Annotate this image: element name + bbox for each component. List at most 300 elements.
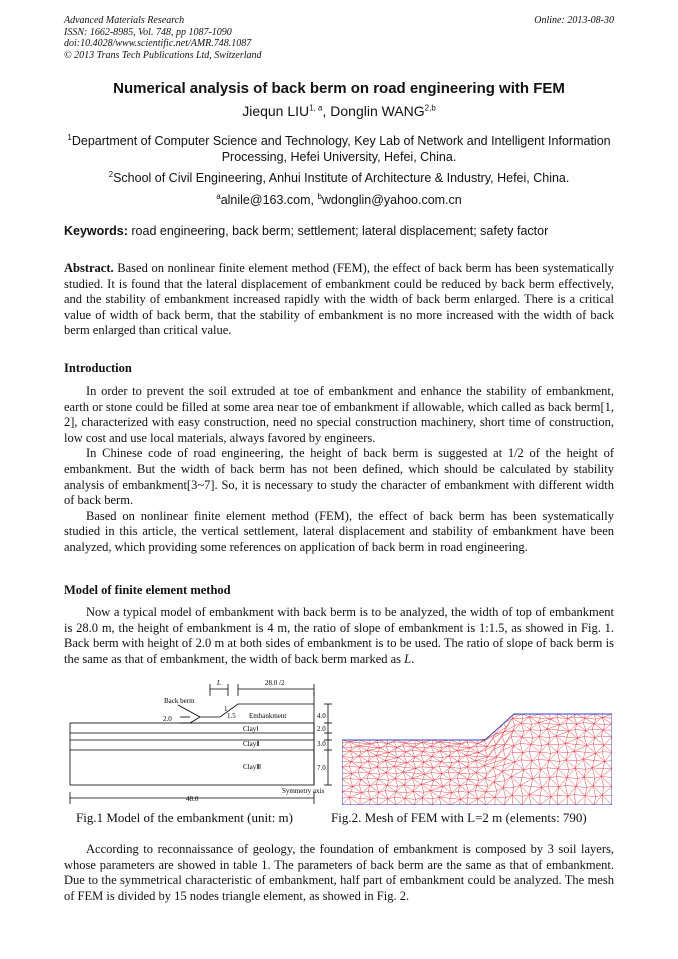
mesh-edge xyxy=(576,738,578,744)
model-p1-var: L xyxy=(404,651,412,666)
fig1-label-backberm: Back berm xyxy=(164,697,195,705)
fig1-h-20: 2.0 xyxy=(317,725,326,733)
mesh-edge xyxy=(367,748,380,750)
mesh-edge xyxy=(487,768,493,774)
mesh-edge xyxy=(592,761,605,767)
mesh-edge xyxy=(605,761,612,768)
mesh-edge xyxy=(376,751,378,755)
mesh-edge xyxy=(439,793,452,797)
mesh-edge xyxy=(396,798,405,805)
mesh-edge xyxy=(485,773,487,778)
mesh-edge xyxy=(530,730,541,731)
mesh-edge xyxy=(403,768,416,772)
mesh-edge xyxy=(558,769,567,778)
mesh-edge xyxy=(512,752,515,762)
mesh-edge xyxy=(520,778,522,786)
mesh-edge xyxy=(585,796,594,805)
mesh-edge xyxy=(493,738,496,745)
fig1-label-embankment: Embankment xyxy=(249,712,287,720)
mesh-edge xyxy=(540,752,551,753)
mesh-edge xyxy=(495,759,506,763)
mesh-edge xyxy=(514,746,523,753)
mesh-edge xyxy=(521,760,532,761)
mesh-edge xyxy=(342,747,350,751)
mesh-edge xyxy=(503,788,506,798)
mesh-edge xyxy=(511,777,520,786)
mesh-edge xyxy=(450,793,452,798)
mesh-edge xyxy=(394,763,407,766)
mesh-edge xyxy=(432,797,439,805)
mesh-edge xyxy=(466,753,479,756)
mesh-edge xyxy=(349,793,362,797)
mesh-edge xyxy=(432,740,433,743)
abstract xyxy=(64,261,614,339)
aff1-line1: Department of Computer Science and Technology, Key Lab of Network and Intelligent Information xyxy=(71,134,611,149)
model-heading: Model of finite element method xyxy=(64,583,231,597)
mesh-edge xyxy=(477,799,478,805)
copyright: © 2013 Trans Tech Publications Ltd, Switzerland xyxy=(64,49,262,61)
mesh-edge xyxy=(548,744,559,745)
mesh-edge xyxy=(585,796,596,797)
mesh-edge xyxy=(602,795,612,796)
mesh-edge xyxy=(512,795,513,805)
mesh-edge xyxy=(539,777,550,778)
model-para-1 xyxy=(64,605,614,667)
mesh-edge xyxy=(403,767,405,772)
mesh-edge xyxy=(529,788,542,795)
fig1-label-L: L xyxy=(217,679,221,687)
mesh-edge xyxy=(531,786,542,787)
abstract-text: Based on nonlinear finite element method (FEM), the effect of back berm has been systematically studied. It is found that the lateral displacement of embankment could be reduced by back berm effectively, and the stability of embankment increased rapidly with the width of back berm enlarged. There is a critical value of width of back berm, that the stability of embankment is no more increased with the width of back berm enlarged than critical value. xyxy=(64,261,614,338)
mesh-edge xyxy=(520,785,531,786)
mesh-edge xyxy=(602,795,612,805)
mesh-edge xyxy=(479,750,485,752)
mesh-edge xyxy=(583,753,596,759)
mesh-edge xyxy=(540,752,549,760)
mesh-edge xyxy=(432,780,434,785)
mesh-edge xyxy=(602,752,612,753)
mesh-edge xyxy=(405,798,416,799)
mesh-edge xyxy=(547,725,560,729)
mesh-edge xyxy=(540,796,551,797)
mesh-edge xyxy=(358,744,371,746)
mesh-edge xyxy=(567,731,569,737)
mesh-edge xyxy=(515,723,521,725)
mesh-edge xyxy=(486,797,495,805)
mesh-edge xyxy=(342,751,350,752)
introduction-body xyxy=(64,384,614,556)
mesh-edge xyxy=(575,768,586,769)
email-b: wdonglin@yahoo.com.cn xyxy=(321,193,462,208)
mesh-edge xyxy=(511,770,524,777)
mesh-edge xyxy=(342,747,352,748)
mesh-edge xyxy=(584,737,595,738)
mesh-edge xyxy=(585,714,594,718)
mesh-edge xyxy=(531,779,533,787)
mesh-edge xyxy=(414,768,416,773)
mesh-edge xyxy=(549,760,560,761)
mesh-edge xyxy=(603,761,605,768)
journal-header xyxy=(64,15,262,61)
mesh-edge xyxy=(367,747,369,750)
mesh-edge xyxy=(394,762,396,766)
mesh-edge xyxy=(604,786,612,787)
mesh-edge xyxy=(476,773,479,781)
mesh-edge xyxy=(505,744,514,745)
keywords xyxy=(64,224,624,238)
mesh-edge xyxy=(512,752,523,753)
fig1-label-clay2: ClayⅡ xyxy=(243,740,260,748)
mesh-edge xyxy=(484,766,487,774)
mesh-edge xyxy=(485,768,493,779)
mesh-edge xyxy=(522,714,523,719)
model-para-2 xyxy=(64,842,614,904)
mesh-edge xyxy=(567,714,568,719)
mesh-edge xyxy=(497,757,506,759)
author-2-sup: 2,b xyxy=(424,103,436,113)
mesh-edge xyxy=(601,776,612,777)
mesh-edge xyxy=(521,760,524,770)
mesh-edge xyxy=(505,737,511,745)
mesh-edge xyxy=(538,718,540,723)
mesh-edge xyxy=(538,719,551,722)
mesh-edge xyxy=(511,769,513,777)
mesh-edge xyxy=(396,758,398,762)
email-a: alnile@163.com, xyxy=(220,193,318,208)
mesh-edge xyxy=(583,759,594,760)
model-p1-end: . xyxy=(411,651,415,666)
fig1-embankment-model xyxy=(60,674,340,806)
mesh-edge xyxy=(433,742,439,744)
fig1-label-1: 1 xyxy=(224,705,228,713)
mesh-edge xyxy=(539,737,548,744)
mesh-edge xyxy=(504,723,506,728)
mesh-edge xyxy=(512,795,522,805)
mesh-edge xyxy=(416,742,422,744)
mesh-edge xyxy=(567,737,578,738)
mesh-edge xyxy=(592,760,594,767)
aff2-text: School of Civil Engineering, Anhui Institute of Architecture & Industry, Hefei, China. xyxy=(113,171,570,186)
fig2-caption: Fig.2. Mesh of FEM with L=2 m (elements: 790) xyxy=(331,810,587,825)
affiliation-2 xyxy=(0,167,678,186)
mesh-edge xyxy=(576,786,587,787)
mesh-edge xyxy=(556,730,558,736)
mesh-edge xyxy=(539,737,550,738)
mesh-edge xyxy=(604,744,612,745)
mesh-edge xyxy=(558,725,560,730)
mesh-edge xyxy=(592,768,603,769)
mesh-edge xyxy=(593,786,604,787)
mesh-edge xyxy=(477,753,479,757)
mesh-edge xyxy=(467,798,468,805)
mesh-edge xyxy=(594,760,605,761)
affiliation-1 xyxy=(54,130,624,165)
mesh-edge xyxy=(602,795,603,805)
mesh-edge xyxy=(556,736,567,737)
authors xyxy=(0,103,678,119)
mesh-edge xyxy=(574,751,585,752)
mesh-edge xyxy=(342,751,350,757)
mesh-edge xyxy=(530,730,539,737)
mesh-edge xyxy=(397,746,403,748)
mesh-edge xyxy=(493,768,496,776)
mesh-edge xyxy=(557,795,568,796)
mesh-edge xyxy=(486,792,495,798)
mesh-edge xyxy=(512,795,523,796)
mesh-edge xyxy=(502,736,505,744)
mesh-edge xyxy=(506,759,515,762)
fig2-fem-mesh xyxy=(342,697,612,805)
mesh-edge xyxy=(602,718,612,724)
mesh-edge xyxy=(342,792,349,797)
mesh-edge xyxy=(511,777,522,778)
mesh-edge xyxy=(547,729,558,730)
mesh-edge xyxy=(497,788,503,791)
mesh-edge xyxy=(503,788,512,795)
mesh-edge xyxy=(522,778,533,779)
mesh-edge xyxy=(385,756,387,760)
author-1: Jiequn LIU xyxy=(242,103,310,119)
mesh-edge xyxy=(520,743,531,744)
mesh-edge xyxy=(584,777,595,778)
mesh-edge xyxy=(371,740,378,744)
mesh-edge xyxy=(558,796,568,805)
mesh-edge xyxy=(557,795,558,805)
fig1-label-clay3: ClayⅢ xyxy=(243,763,262,771)
mesh-edge xyxy=(565,743,576,744)
mesh-edge xyxy=(586,731,595,738)
mesh-edge xyxy=(448,744,461,746)
mesh-edge xyxy=(557,752,568,753)
paper-title: Numerical analysis of back berm on road engineering with FEM xyxy=(113,80,565,97)
mesh-edge xyxy=(538,759,549,760)
mesh-edge xyxy=(493,759,506,768)
mesh-edge xyxy=(602,714,603,718)
fig1-symmetry-axis: Symmetry axis xyxy=(282,787,325,795)
mesh-edge xyxy=(601,776,604,787)
mesh-edge xyxy=(574,744,576,751)
mesh-edge xyxy=(421,780,434,784)
mesh-edge xyxy=(466,751,468,755)
mesh-edge xyxy=(565,785,576,786)
mesh-edge xyxy=(504,718,512,731)
mesh-edge xyxy=(477,785,488,786)
mesh-edge xyxy=(520,779,533,786)
mesh-edge xyxy=(422,798,432,805)
mesh-edge xyxy=(556,731,569,736)
mesh-edge xyxy=(475,761,484,766)
aff1-line2: Processing, Hefei University, Hefei, China. xyxy=(221,150,457,165)
mesh-edge xyxy=(475,757,488,761)
mesh-edge xyxy=(439,792,441,797)
mesh-edge xyxy=(522,737,533,738)
doi: doi:10.4028/www.scientific.net/AMR.748.1087 xyxy=(64,38,252,49)
keywords-label: Keywords: xyxy=(64,224,128,238)
mesh-edge xyxy=(478,741,484,743)
mesh-edge xyxy=(484,762,495,766)
mesh-edge xyxy=(549,719,551,724)
mesh-edge xyxy=(540,788,542,796)
mesh-edge xyxy=(576,796,585,805)
mesh-edge xyxy=(549,760,558,768)
mesh-edge xyxy=(494,749,497,757)
journal-name: Advanced Materials Research xyxy=(64,15,185,26)
mesh-edge xyxy=(569,731,578,738)
mesh-edge xyxy=(378,799,388,805)
mesh-edge xyxy=(585,752,596,753)
mesh-edge xyxy=(477,785,486,791)
mesh-edge xyxy=(522,770,524,778)
mesh-edge xyxy=(493,768,502,772)
aff1-sup: 1 xyxy=(67,133,72,142)
mesh-edge xyxy=(604,745,612,752)
mesh-edge xyxy=(457,748,470,750)
email-a-sup: a xyxy=(216,192,221,201)
mesh-edge xyxy=(486,782,494,791)
fig1-label-20: 2.0 xyxy=(163,715,172,723)
mesh-edge xyxy=(486,791,497,792)
mesh-edge xyxy=(594,753,596,760)
model-p2-text: According to reconnaissance of geology, the foundation of embankment is composed by 3 soil layers, whose parameters are showed in table 1. The parameters of back berm are the same as that of embankment. Due to the symmetrical characteristic of embankment, half part of embankment could be analyzed. The mesh of FEM is divided by 15 nodes triangle element, as showed in Fig. 2. xyxy=(64,842,614,903)
mesh-edge xyxy=(387,740,388,743)
mesh-edge xyxy=(371,742,377,744)
mesh-edge xyxy=(531,744,540,752)
mesh-edge xyxy=(342,797,349,805)
mesh-edge xyxy=(503,746,514,750)
mesh-edge xyxy=(380,746,386,748)
issn: ISSN: 1662-8985, Vol. 748, pp 1087-1090 xyxy=(64,26,232,38)
mesh-edge xyxy=(567,778,576,787)
mesh-edge xyxy=(378,748,380,751)
mesh-edge xyxy=(468,748,470,751)
fig1-label-clay1: ClayⅠ xyxy=(243,725,259,733)
mesh-edge xyxy=(513,731,522,737)
mesh-edge xyxy=(602,714,612,718)
mesh-edge xyxy=(441,786,443,791)
mesh-edge xyxy=(488,749,494,757)
mesh-edge xyxy=(349,792,351,797)
mesh-edge xyxy=(494,781,505,782)
mesh-edge xyxy=(567,778,578,779)
mesh-edge xyxy=(595,738,604,745)
mesh-edge xyxy=(496,736,502,744)
mesh-edge xyxy=(574,795,585,796)
mesh-edge xyxy=(503,750,506,759)
author-2: Donglin WANG xyxy=(330,103,425,119)
fig1-foundation-box xyxy=(70,723,314,785)
mesh-edge xyxy=(547,768,558,769)
mesh-edge xyxy=(412,773,414,778)
mesh-edge xyxy=(601,776,612,786)
mesh-edge xyxy=(529,751,540,752)
mesh-edge xyxy=(484,766,493,768)
mesh-edge xyxy=(511,737,514,746)
mesh-edge xyxy=(422,798,423,805)
model-p1-text: Now a typical model of embankment with back berm is to be analyzed, the width of top of embankment is 28.0 m, the height of embankment is 4 m, the ratio of slope of embankment is 1:1.5, as showed in Fig. 1. Back berm with height of 2.0 m at both sides of embankment is to be used. The ratio of slope of back berm is the same as that of embankment, the width of back berm marked as xyxy=(64,605,614,666)
mesh-edge xyxy=(566,760,577,761)
mesh-edge xyxy=(430,785,432,790)
mesh-edge xyxy=(503,787,514,788)
mesh-edge xyxy=(556,776,567,777)
aff2-sup: 2 xyxy=(108,170,114,179)
fig1-h-70: 7.0 xyxy=(317,764,326,772)
mesh-edge xyxy=(477,740,478,743)
mesh-edge xyxy=(497,750,503,757)
intro-para-2: In Chinese code of road engineering, the height of back berm is suggested at 1/2 of the height of embankment. But the width of back berm has not been defined, which should be calculated by stability analysis of embankment[3~7]. So, it is necessary to study the character of embankment with different width of back berm. xyxy=(64,446,614,508)
fig1-h-30: 3.0 xyxy=(317,740,326,748)
mesh-edge xyxy=(461,742,467,744)
email-b-sup: b xyxy=(317,192,322,201)
mesh-edge xyxy=(547,729,556,736)
mesh-edge xyxy=(530,768,541,769)
mesh-edge xyxy=(578,738,587,745)
mesh-edge xyxy=(602,718,612,719)
mesh-edge xyxy=(430,786,443,790)
fig1-h-40: 4.0 xyxy=(317,712,326,720)
mesh-edge xyxy=(412,774,425,778)
mesh-edge xyxy=(565,737,567,743)
mesh-edge xyxy=(377,798,378,805)
mesh-edge xyxy=(461,740,468,744)
fig1-label-480: 48.0 xyxy=(186,795,199,803)
author-1-sup: 1, a xyxy=(309,103,323,113)
mesh-edge xyxy=(567,796,568,805)
mesh-edge xyxy=(515,762,524,770)
mesh-edge xyxy=(342,767,352,773)
fig2-mesh-elements xyxy=(342,714,612,805)
mesh-edge xyxy=(548,786,559,787)
mesh-edge xyxy=(512,746,514,753)
mesh-edge xyxy=(405,798,414,805)
mesh-edge xyxy=(376,753,389,756)
mesh-edge xyxy=(585,746,587,753)
mesh-edge xyxy=(568,717,574,719)
mesh-edge xyxy=(513,769,524,770)
emails xyxy=(0,189,678,208)
mesh-edge xyxy=(461,799,468,805)
mesh-edge xyxy=(529,795,540,796)
introduction-heading: Introduction xyxy=(64,361,132,375)
mesh-edge xyxy=(558,769,569,770)
mesh-edge xyxy=(405,763,407,767)
mesh-edge xyxy=(475,791,486,792)
mesh-edge xyxy=(387,799,388,805)
mesh-edge xyxy=(470,746,476,748)
abstract-label: Abstract. xyxy=(64,261,114,275)
mesh-edge xyxy=(593,744,604,745)
fig1-label-15: 1.5 xyxy=(227,712,236,720)
mesh-edge xyxy=(495,797,504,805)
mesh-edge xyxy=(520,743,523,752)
fig1-caption: Fig.1 Model of the embankment (unit: m) xyxy=(76,810,293,825)
mesh-edge xyxy=(505,777,511,781)
mesh-edge xyxy=(529,786,531,794)
mesh-edge xyxy=(603,730,612,737)
mesh-edge xyxy=(476,773,485,779)
mesh-edge xyxy=(342,773,352,774)
mesh-edge xyxy=(468,799,478,805)
mesh-edge xyxy=(576,786,585,795)
mesh-edge xyxy=(387,753,389,757)
mesh-edge xyxy=(421,779,423,784)
online-date: Online: 2013-08-30 xyxy=(534,15,614,26)
author-sep: , xyxy=(322,103,331,119)
mesh-edge xyxy=(522,737,531,744)
keywords-text: road engineering, back berm; settlement; lateral displacement; safety factor xyxy=(127,224,549,238)
mesh-edge xyxy=(476,773,487,774)
intro-para-3: Based on nonlinear finite element method (FEM), the effect of back berm has been systematically studied in this article, the vertical settlement, lateral displacement and stability of embankment have been analyzed, which providing some references on application of back berm in road engineering. xyxy=(64,508,614,554)
mesh-edge xyxy=(360,793,362,798)
